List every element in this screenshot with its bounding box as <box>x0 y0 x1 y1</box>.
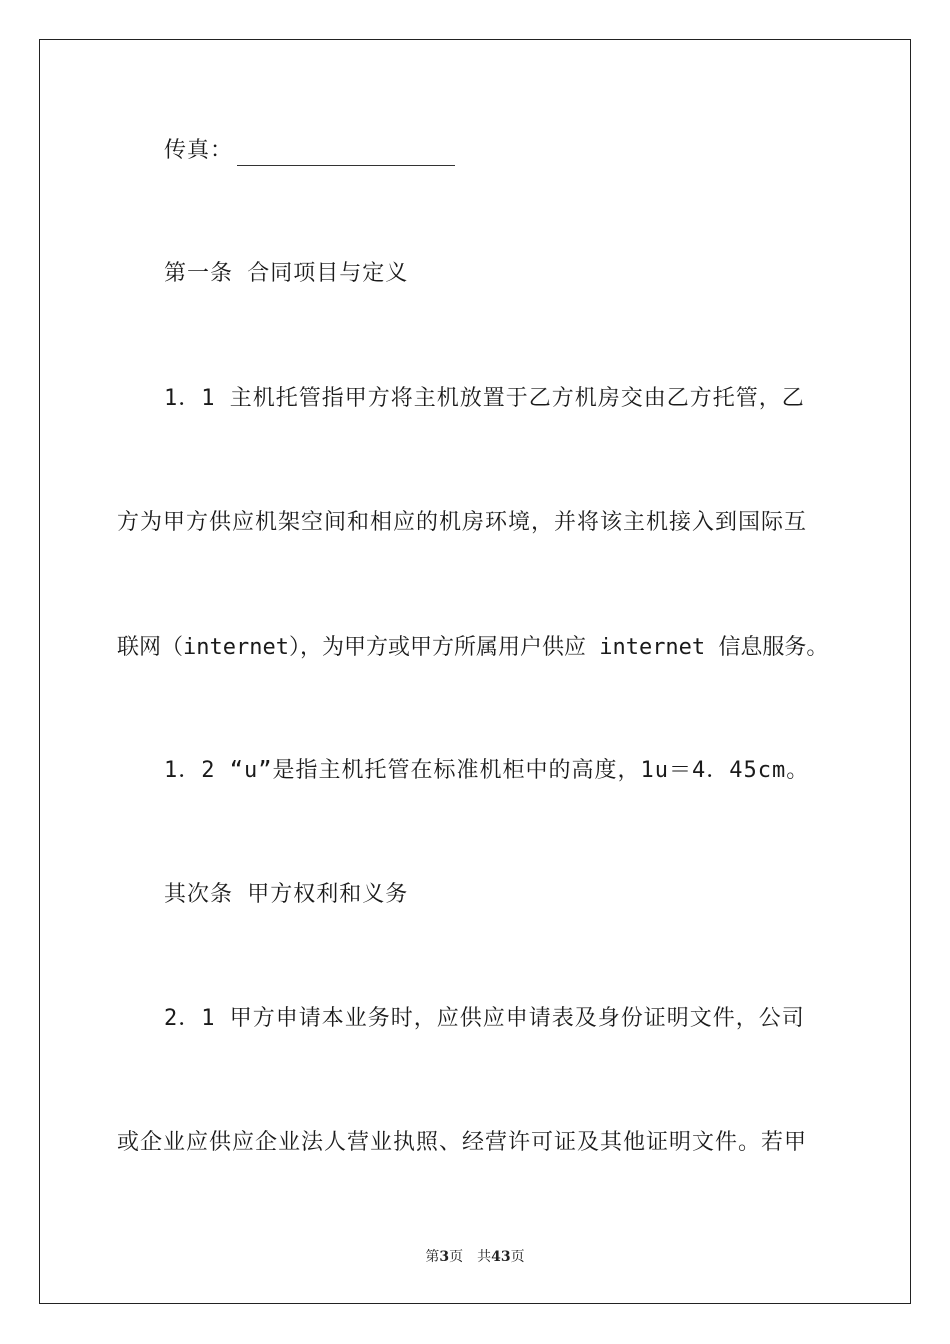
page-footer <box>0 1246 950 1266</box>
total-prefix: 共 <box>477 1249 492 1265</box>
fax-label: 传真： <box>164 138 234 163</box>
article2-heading: 其次条 甲方权利和义务 <box>164 882 409 907</box>
page-border <box>39 39 911 1304</box>
clause-1-1-line1: 1．1 主机托管指甲方将主机放置于乙方机房交由乙方托管，乙 <box>164 386 805 411</box>
clause-1-2: 1．2 “u”是指主机托管在标准机柜中的高度，1u＝4．45cm。 <box>164 758 810 783</box>
page-suffix: 页 <box>449 1249 464 1265</box>
clause-1-1-line2: 方为甲方供应机架空间和相应的机房环境，并将该主机接入到国际互 <box>117 510 808 535</box>
clause-2-1-line2: 或企业应供应企业法人营业执照、经营许可证及其他证明文件。若甲 <box>117 1130 808 1155</box>
clause-2-1-line1: 2．1 甲方申请本业务时，应供应申请表及身份证明文件，公司 <box>164 1006 805 1031</box>
fax-line <box>164 136 884 166</box>
page-prefix: 第 <box>425 1249 440 1265</box>
clause-1-1-line3: 联网（internet），为甲方或甲方所属用户供应 internet 信息服务。 <box>117 635 829 660</box>
page-number: 3 <box>439 1249 450 1265</box>
total-suffix: 页 <box>510 1249 525 1265</box>
total-pages: 43 <box>491 1249 511 1265</box>
article1-heading: 第一条 合同项目与定义 <box>164 261 409 286</box>
fax-blank-field <box>237 143 455 166</box>
